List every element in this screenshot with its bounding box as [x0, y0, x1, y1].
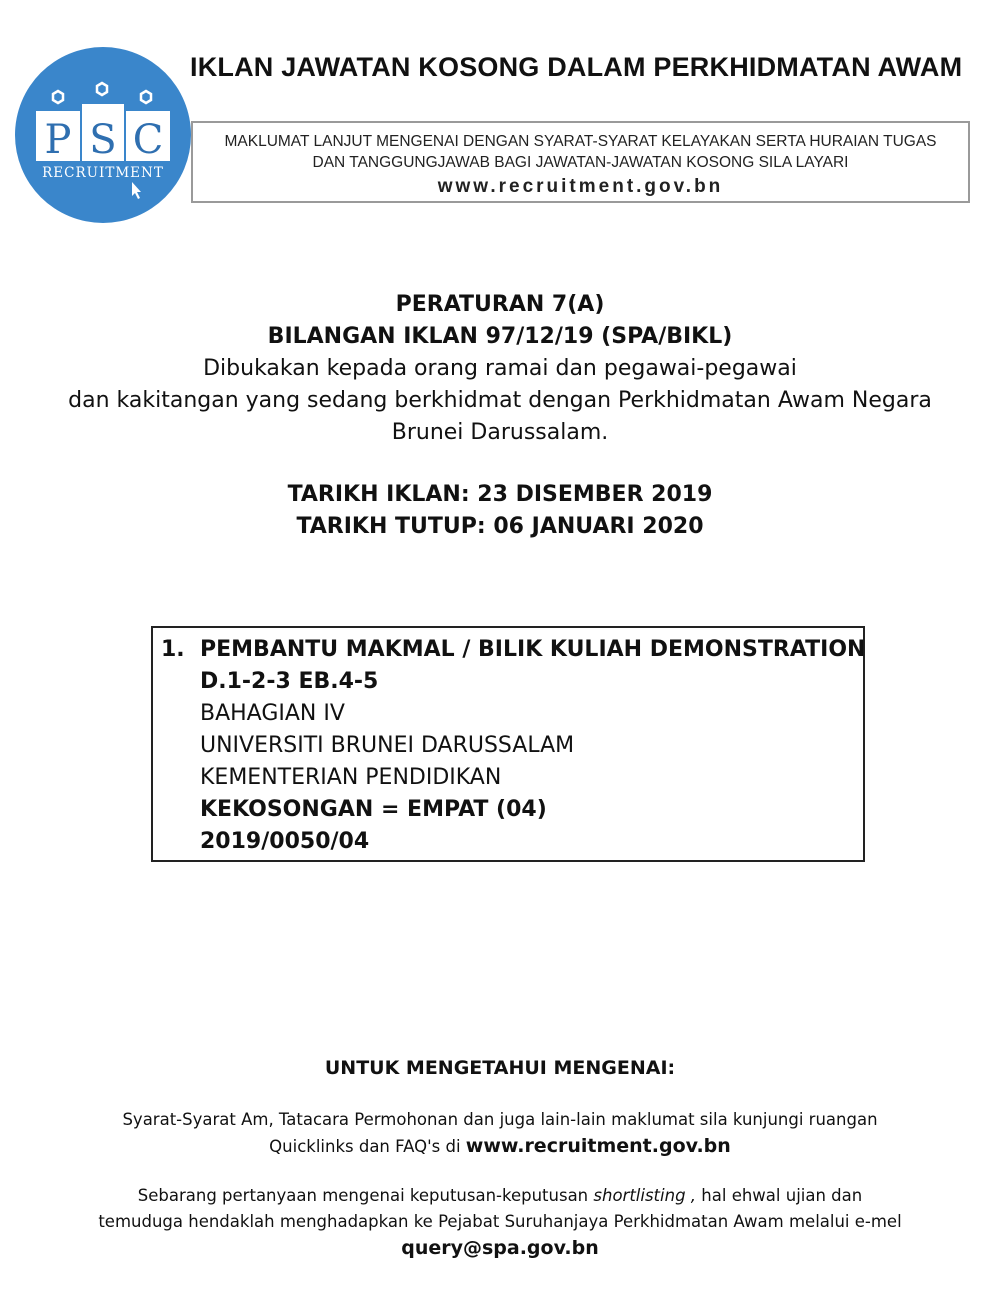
close-date: TARIKH TUTUP: 06 JANUARI 2020	[296, 514, 704, 539]
footer-paragraph-1	[0, 1106, 1000, 1160]
job-number: 1.	[161, 637, 185, 662]
footer-p2-line-1-post: hal ehwal ujian dan	[696, 1186, 863, 1205]
ad-number: BILANGAN IKLAN 97/12/19 (SPA/BIKL)	[267, 324, 733, 349]
footer-p1-line-2	[0, 1133, 1000, 1160]
footer-p2-line-1-pre: Sebarang pertanyaan mengenai keputusan-keputusan	[137, 1186, 594, 1205]
footer-paragraph-2	[0, 1183, 1000, 1261]
regulation-line-2: dan kakitangan yang sedang berkhidmat dengan Perkhidmatan Awam Negara	[68, 388, 932, 413]
regulation-line-3: Brunei Darussalam.	[391, 420, 609, 445]
psc-recruitment-logo	[14, 44, 192, 226]
footer-p2-italic: shortlisting ,	[593, 1186, 697, 1205]
logo-letter-s: S	[89, 117, 117, 163]
regulation-title: PERATURAN 7(A)	[395, 292, 605, 317]
job-reference: 2019/0050/04	[200, 829, 370, 854]
regulation-line-1: Dibukakan kepada orang ramai dan pegawai-pegawai	[203, 356, 797, 381]
job-title: PEMBANTU MAKMAL / BILIK KULIAH DEMONSTRATION	[200, 637, 866, 662]
info-line-2: DAN TANGGUNGJAWAB BAGI JAWATAN-JAWATAN KOSONG SILA LAYARI	[312, 154, 849, 171]
footer-p2-line-1	[0, 1183, 1000, 1209]
footer-recruitment-link[interactable]: www.recruitment.gov.bn	[465, 1135, 731, 1157]
job-grade: D.1-2-3 EB.4-5	[200, 669, 379, 694]
logo-letter-c: C	[132, 117, 164, 163]
ad-date: TARIKH IKLAN: 23 DISEMBER 2019	[287, 482, 713, 507]
job-division: BAHAGIAN IV	[200, 701, 345, 726]
main-title: IKLAN JAWATAN KOSONG DALAM PERKHIDMATAN AWAM	[190, 52, 963, 82]
job-listing-box	[151, 626, 865, 862]
logo-letter-p: P	[44, 117, 72, 163]
job-vacancies: KEKOSONGAN = EMPAT (04)	[200, 797, 547, 822]
footer-p1-line-2-text: Quicklinks dan FAQ's di	[269, 1137, 466, 1156]
info-box	[191, 121, 970, 203]
info-url: www.recruitment.gov.bn	[437, 176, 724, 197]
regulation-block	[0, 289, 1000, 449]
footer-p2-line-2: temuduga hendaklah menghadapkan ke Pejabat Suruhanjaya Perkhidmatan Awam melalui e-mel	[98, 1212, 902, 1231]
dates-block	[0, 479, 1000, 543]
job-ministry: KEMENTERIAN PENDIDIKAN	[200, 765, 502, 790]
job-employer: UNIVERSITI BRUNEI DARUSSALAM	[200, 733, 575, 758]
info-line-1: MAKLUMAT LANJUT MENGENAI DENGAN SYARAT-SYARAT KELAYAKAN SERTA HURAIAN TUGAS	[224, 133, 937, 150]
footer-p1-line-1: Syarat-Syarat Am, Tatacara Permohonan dan juga lain-lain maklumat sila kunjungi ruangan	[122, 1110, 878, 1129]
footer-heading: UNTUK MENGETAHUI MENGENAI:	[324, 1057, 676, 1079]
footer-email-link[interactable]: query@spa.gov.bn	[401, 1237, 599, 1259]
logo-subtitle: RECRUITMENT	[42, 165, 164, 181]
